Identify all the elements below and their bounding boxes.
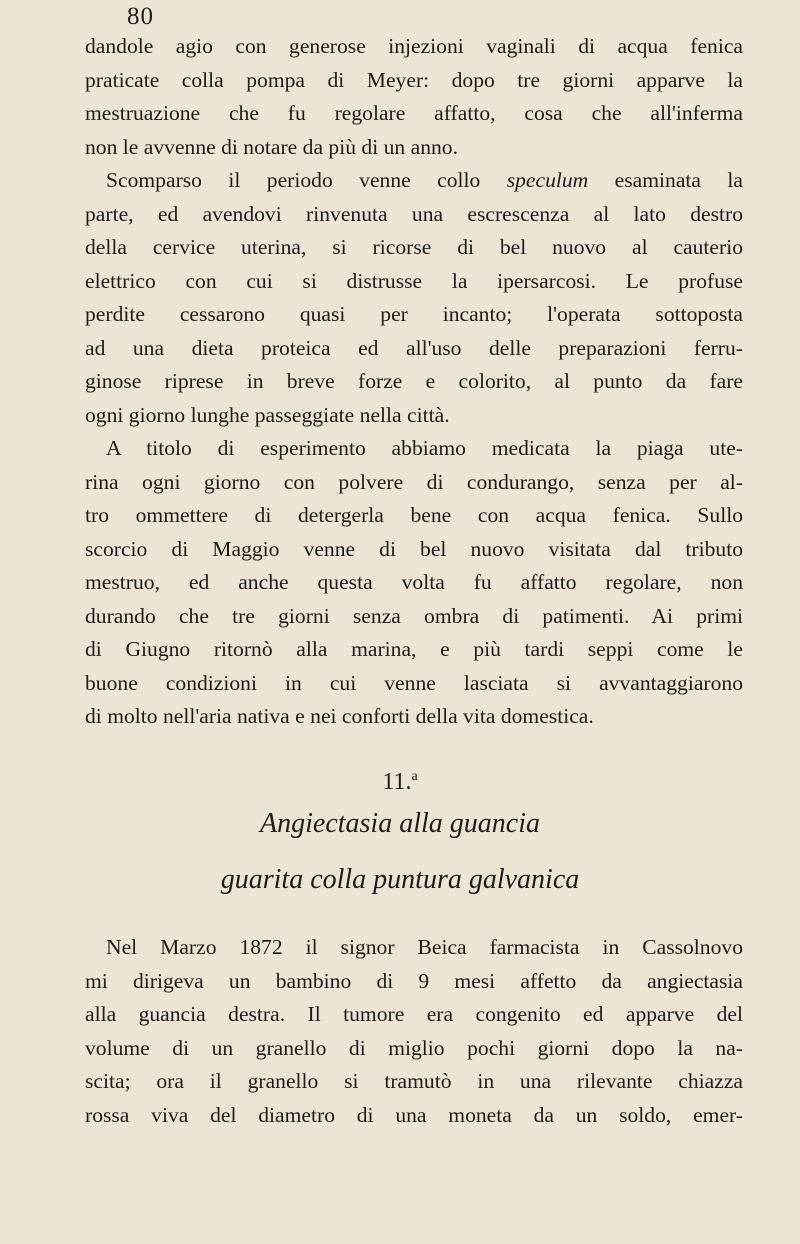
text-line: di Giugno ritornò alla marina, e più tardi seppi come le <box>85 637 743 661</box>
text-line: scorcio di Maggio venne di bel nuovo visitata dal tributo <box>85 536 743 561</box>
section-number <box>0 761 800 798</box>
text-line: volume di un granello di miglio pochi giorni dopo la na- <box>85 1035 743 1060</box>
text-line: di molto nell'aria nativa e nei conforti della vita domestica. <box>85 704 594 728</box>
text-line: tro ommettere di detergerla bene con acqua fenica. Sullo <box>85 503 743 527</box>
text-line: mi dirigeva un bambino di 9 mesi affetto da angiectasia <box>85 968 743 993</box>
text-line: dandole agio con generose injezioni vaginali di acqua fenica <box>85 34 743 58</box>
text-line: parte, ed avendovi rinvenuta una escrescenza al lato destro <box>85 201 743 226</box>
text-block-bottom <box>85 931 743 1132</box>
text-line: rina ogni giorno con polvere di condurango, senza per al- <box>85 469 743 494</box>
section-number-value: 11. <box>382 769 412 795</box>
section-number-suffix: a <box>411 769 418 784</box>
text-line: praticate colla pompa di Meyer: dopo tre giorni apparve la <box>85 67 743 92</box>
section-title-line-1: Angiectasia alla guancia <box>260 808 540 839</box>
text-line: elettrico con cui si distrusse la ipersarcosi. Le profuse <box>85 268 743 293</box>
text-line <box>85 164 743 198</box>
text-block-top <box>85 30 743 734</box>
text-line: mestruo, ed anche questa volta fu affatto regolare, non <box>85 570 743 594</box>
text-line: A titolo di esperimento abbiamo medicata la piaga ute- <box>106 436 743 460</box>
text-line: perdite cessarono quasi per incanto; l'operata sottoposta <box>85 302 743 326</box>
text-line: ginose riprese in breve forze e colorito, al punto da fare <box>85 369 743 393</box>
text-line: rossa viva del diametro di una moneta da un soldo, emer- <box>85 1102 743 1127</box>
text-run: esaminata la <box>588 168 743 192</box>
text-line: durando che tre giorni senza ombra di patimenti. Ai primi <box>85 603 743 628</box>
text-line: buone condizioni in cui venne lasciata si avvantaggiarono <box>85 670 743 695</box>
text-line: ad una dieta proteica ed all'uso delle preparazioni ferru- <box>85 335 743 360</box>
text-line: ogni giorno lunghe passeggiate nella città. <box>85 402 450 427</box>
text-line: Nel Marzo 1872 il signor Beica farmacista in Cassolnovo <box>106 935 743 959</box>
section-title-line-2: guarita colla puntura galvanica <box>220 864 580 895</box>
text-line: alla guancia destra. Il tumore era congenito ed apparve del <box>85 1002 743 1026</box>
italic-term: speculum <box>506 168 589 192</box>
text-run: Scomparso il periodo venne collo <box>106 168 507 192</box>
text-line: scita; ora il granello si tramutò in una rilevante chiazza <box>85 1069 743 1093</box>
page-number: 80 <box>127 3 154 30</box>
text-line: della cervice uterina, si ricorse di bel nuovo al cauterio <box>85 235 743 259</box>
text-line: non le avvenne di notare da più di un anno. <box>85 134 458 159</box>
text-line: mestruazione che fu regolare affatto, cosa che all'inferma <box>85 101 743 125</box>
